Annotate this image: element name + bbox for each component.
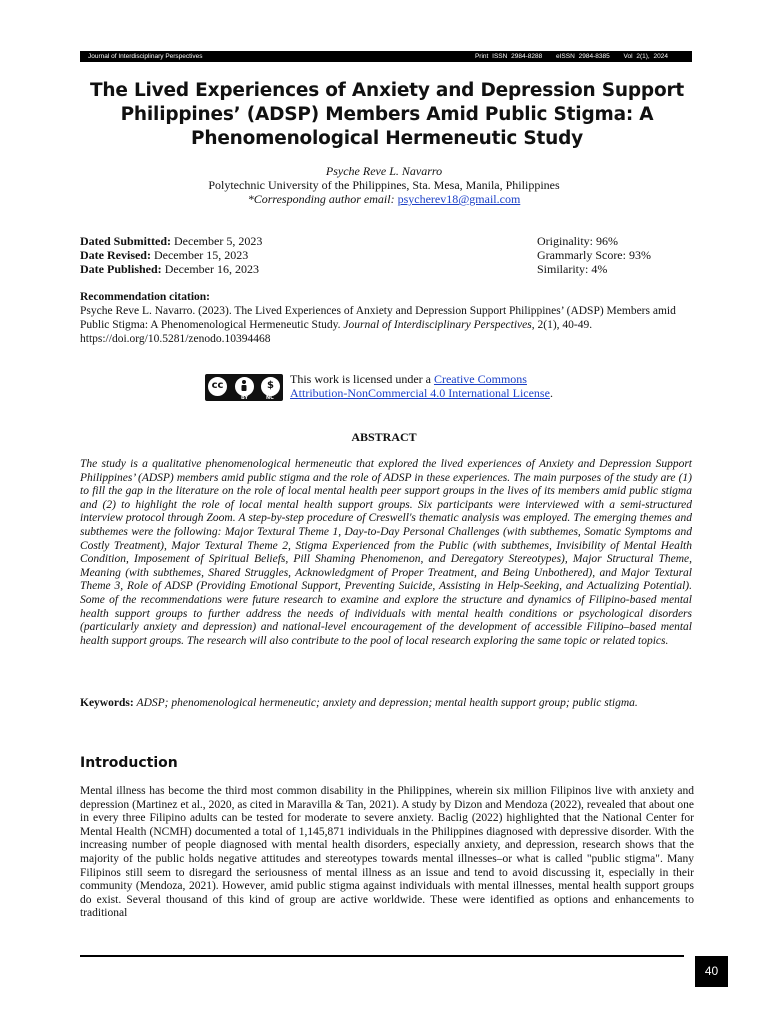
introduction-heading: Introduction [80,755,178,771]
date-published [80,262,262,276]
footer-divider [80,955,684,957]
author-affiliation: Polytechnic University of the Philippines, Sta. Mesa, Manila, Philippines [208,178,560,192]
date-submitted-label: Dated Submitted: [80,234,172,248]
date-submitted-value: December 5, 2023 [174,234,263,248]
citation-journal: Journal of Interdisciplinary Perspectives [343,319,532,331]
date-published-label: Date Published: [80,262,162,276]
license-text [290,372,553,400]
page-number: 40 [695,956,728,987]
citation-main: Psyche Reve L. Navarro. (2023). The Lived Experiences of Anxiety and Depression Support Philippines’ (ADSP) Members amid Public Stigma: A Phenomenological Hermeneutic Study. [80,305,676,331]
issn-info [465,51,668,62]
keywords-text: ADSP; phenomenological hermeneutic; anxiety and depression; mental health support group; public stigma. [136,697,638,709]
noncommercial-icon: $ [260,376,281,397]
grammarly-score: Grammarly Score: 93% [537,248,651,262]
date-submitted [80,234,262,248]
date-revised-label: Date Revised: [80,248,151,262]
citation-block [80,290,692,346]
license-link-line1[interactable]: Creative Commons [433,372,527,386]
scores-block [537,234,651,276]
badge-by-label: BY [241,395,249,401]
cc-icon: cc [207,376,228,397]
originality-score: Originality: 96% [537,234,618,248]
date-published-value: December 16, 2023 [164,262,259,276]
citation-tail: , 2(1), 40-49. https://doi.org/10.5281/zenodo.10394468 [80,319,593,345]
attribution-person-icon [234,376,255,397]
license-block [205,372,625,402]
date-revised [80,248,262,262]
print-issn: Print ISSN 2984-8288 [474,53,543,60]
citation-text [80,304,692,346]
keywords-block [80,696,692,710]
author-block [0,164,768,206]
similarity-score: Similarity: 4% [537,262,608,276]
license-suffix: . [549,386,553,400]
author-name: Psyche Reve L. Navarro [325,164,443,178]
journal-header-bar [80,51,692,62]
date-revised-value: December 15, 2023 [153,248,249,262]
paper-title: The Lived Experiences of Anxiety and Depression Support Philippines’ (ADSP) Members Amid Public Stigma: A Phenomenological Hermeneutic Study [89,80,685,149]
cc-by-nc-badge-icon[interactable] [205,374,283,401]
eissn: eISSN 2984-8385 [556,53,610,60]
keywords-label: Keywords: [80,697,134,709]
volume: Vol 2(1), 2024 [623,53,668,60]
author-email-line [0,192,768,206]
badge-nc-label: NC [266,395,274,401]
license-link-line2[interactable]: Attribution-NonCommercial 4.0 International License [290,386,550,400]
introduction-text: Mental illness has become the third most common disability in the Philippines, wherein six million Filipinos live with anxiety and depression (Martinez et al., 2020, as cited in Maravilla & Tan, 2021). A study by Dizon and Mendoza (2022), revealed that about one in every three Filipino adults can be tested for moderate to severe anxiety. Baclig (2022) highlighted that the National Center for Mental Health (NCMH) documented a total of 1,145,871 individuals in the Philippines diagnosed with depressive disorder. With the increasing number of people diagnosed with mental health disorders, especially anxiety, and depression, research shows that the majority of the public holds negative attitudes and stereotypes towards mental illnesses–or what is called "public stigma". Many Filipinos still seem to disregard the seriousness of mental illness as an issue and tend to avoid discussing it, especially in their community (Mendoza, 2021). However, amid public stigma against individuals with mental illnesses, mental health support groups do exist. Several thousand of this kind of group are active worldwide. These were identified as options and enhancements to traditional [80,785,694,920]
author-email-link[interactable]: psycherev18@gmail.com [397,192,521,206]
citation-label: Recommendation citation: [80,291,210,303]
email-label: *Corresponding author email: [247,192,395,206]
journal-name: Journal of Interdisciplinary Perspectives [88,53,203,60]
license-prefix: This work is licensed under a [290,372,431,386]
abstract-text: The study is a qualitative phenomenological hermeneutic that explored the lived experiences of Anxiety and Depression Support Philippines’ (ADSP) members amid public stigma and the role of ADSP in these experiences. The main purposes of the study are (1) to fill the gap in the literature on the role of local mental health peer support groups in the lives of its members amid public stigma and (2) to highlight the role of local mental health support groups. Six participants were interviewed with a semi-structured interview protocol through Zoom. A step-by-step procedure of Creswell's thematic analysis was employed. The emerging themes and subthemes were the following: Major Textural Theme 1, Day-to-Day Personal Challenges (with subthemes, Somatic Symptoms and Costly Treatment), Major Textural Theme 2, Stigma Experienced from the Public (with subthemes, Invisibility of Mental Health Condition, Imposement of Spiritual Beliefs, Pill Shaming Phenomenon, and Deregatory Stereotypes), Major Structural Theme, Meaning (with subthemes, Shared Struggles, Acknowledgment of Proper Treatment, and Being Unbothered), and Major Textural Theme 3, Role of ADSP (Providing Emotional Support, Preventing Suicide, Assisting in Help-Seeking, and Actualizing Potential). Some of the recommendations were future research to examine and explore the structure and dynamics of Filipino-based mental health support groups to further address the needs of individuals with mental health conditions or psychological disorders (particularly anxiety and depression) and national-level encouragement of the development of accessible Filipino–based mental health support groups. The research will also contribute to the pool of local research exploring the same topic or related topics. [80,458,692,647]
dates-block [80,234,262,276]
abstract-heading: ABSTRACT [351,430,417,444]
